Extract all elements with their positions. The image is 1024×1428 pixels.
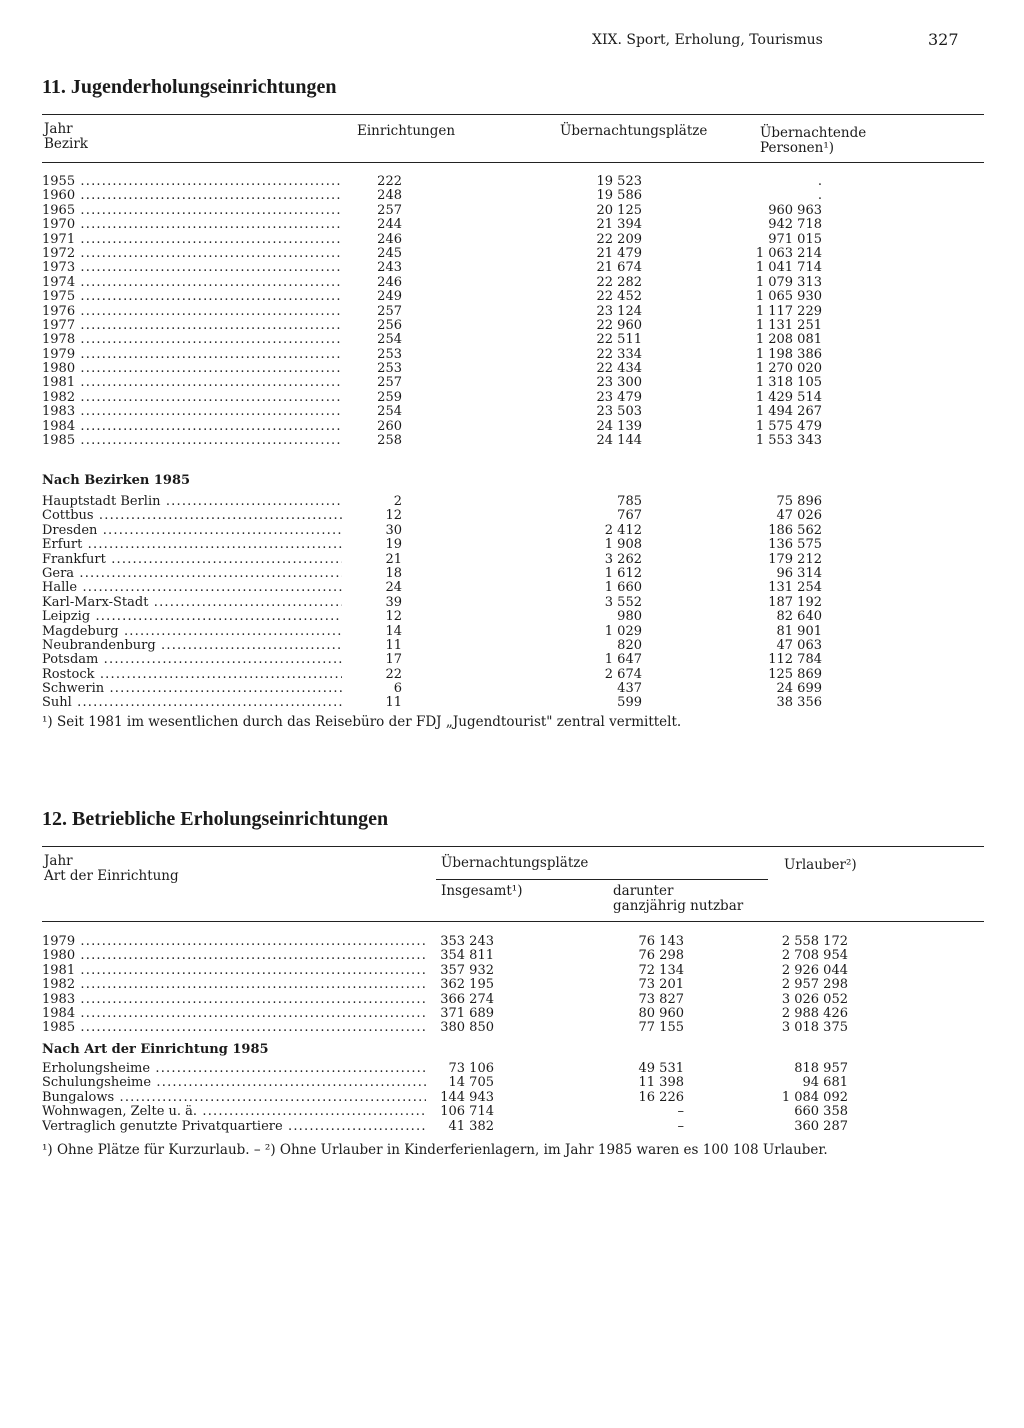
row-label: 1955 ..... — [42, 175, 342, 189]
cell-urlauber: 2 558 172 — [781, 934, 848, 949]
row-label: 1983 ..... — [42, 405, 342, 419]
cell-uebernachtungsplaetze: 21 674 — [596, 260, 642, 276]
cell-uebernachtende-personen: 1 131 251 — [755, 317, 822, 333]
row-label: 1970 ..... — [42, 218, 342, 232]
cell-uebernachtende-personen: 1 041 714 — [755, 260, 822, 276]
cell-urlauber: 660 358 — [794, 1104, 848, 1120]
cell-uebernachtende-personen: 1 065 930 — [755, 289, 822, 305]
table-11-top-rule — [42, 114, 984, 115]
t11-head-jahr: Jahr — [44, 121, 73, 137]
cell-uebernachtungsplaetze: 3 552 — [604, 594, 642, 610]
cell-insgesamt: 354 811 — [440, 948, 494, 964]
row-label: 1977 ..... — [42, 319, 342, 333]
cell-ganzjaehrig: 11 398 — [638, 1075, 684, 1091]
t11-head-plaetze: Übernachtungsplätze — [560, 123, 708, 139]
cell-uebernachtende-personen: 1 429 514 — [755, 389, 822, 405]
cell-uebernachtende-personen: 136 575 — [768, 537, 822, 553]
cell-urlauber: 2 708 954 — [781, 948, 848, 964]
cell-uebernachtende-personen: 75 896 — [776, 494, 822, 509]
cell-uebernachtende-personen: 1 318 105 — [755, 375, 822, 391]
row-label: Potsdam ..... — [42, 653, 342, 667]
cell-insgesamt: 371 689 — [440, 1005, 494, 1021]
cell-einrichtungen: 254 — [377, 404, 402, 420]
row-label: 1973 ..... — [42, 261, 342, 275]
cell-einrichtungen: 248 — [377, 188, 402, 204]
cell-uebernachtende-personen: 1 553 343 — [755, 433, 822, 449]
row-label: 1965 ..... — [42, 204, 342, 218]
cell-insgesamt: 41 382 — [448, 1118, 494, 1134]
cell-uebernachtungsplaetze: 23 503 — [596, 404, 642, 420]
cell-uebernachtungsplaetze: 2 412 — [604, 522, 642, 538]
cell-einrichtungen: 259 — [377, 389, 402, 405]
row-label: 1978 ..... — [42, 333, 342, 347]
row-label: 1972 ..... — [42, 247, 342, 261]
row-label: 1983 ..... — [42, 993, 426, 1007]
t11-footnote: ¹) Seit 1981 im wesentlichen durch das Reisebüro der FDJ „Jugendtourist" zentral vermittelt. — [42, 714, 682, 730]
cell-urlauber: 2 988 426 — [781, 1005, 848, 1021]
cell-einrichtungen: 6 — [393, 681, 402, 697]
cell-einrichtungen: 245 — [377, 245, 402, 261]
page-number: 327 — [928, 30, 959, 49]
cell-uebernachtende-personen: 131 254 — [768, 580, 822, 596]
cell-uebernachtende-personen: 96 314 — [776, 565, 822, 581]
cell-uebernachtende-personen: 47 063 — [776, 637, 822, 653]
cell-uebernachtende-personen: . — [817, 174, 822, 189]
cell-ganzjaehrig: 76 143 — [638, 934, 684, 949]
t12-subhead-rule — [436, 879, 768, 880]
cell-uebernachtungsplaetze: 22 282 — [596, 274, 642, 290]
cell-insgesamt: 366 274 — [440, 991, 494, 1007]
cell-uebernachtende-personen: 186 562 — [768, 522, 822, 538]
cell-uebernachtende-personen: 38 356 — [776, 695, 822, 711]
cell-urlauber: 818 957 — [794, 1061, 848, 1076]
cell-uebernachtungsplaetze: 22 434 — [596, 361, 642, 377]
cell-einrichtungen: 11 — [385, 695, 402, 711]
cell-uebernachtungsplaetze: 437 — [617, 681, 642, 697]
cell-uebernachtende-personen: 24 699 — [776, 681, 822, 697]
t12-head-jahr: Jahr — [44, 853, 73, 869]
cell-uebernachtungsplaetze: 24 139 — [596, 418, 642, 434]
t12-head-art: Art der Einrichtung — [44, 868, 179, 884]
table-12-head-rule — [42, 921, 984, 922]
cell-uebernachtungsplaetze: 22 334 — [596, 346, 642, 362]
cell-ganzjaehrig: 77 155 — [638, 1020, 684, 1036]
table-11-head-rule — [42, 162, 984, 163]
cell-uebernachtungsplaetze: 2 674 — [604, 666, 642, 682]
cell-einrichtungen: 17 — [385, 652, 402, 668]
cell-insgesamt: 357 932 — [440, 962, 494, 978]
row-label: Bungalows ..... — [42, 1091, 426, 1105]
row-label: 1980 ..... — [42, 949, 426, 963]
cell-uebernachtungsplaetze: 980 — [617, 609, 642, 625]
cell-uebernachtende-personen: 179 212 — [768, 551, 822, 567]
cell-uebernachtungsplaetze: 23 479 — [596, 389, 642, 405]
cell-uebernachtungsplaetze: 19 586 — [596, 188, 642, 204]
cell-uebernachtungsplaetze: 23 300 — [596, 375, 642, 391]
cell-uebernachtende-personen: 1 575 479 — [755, 418, 822, 434]
cell-uebernachtungsplaetze: 1 908 — [604, 537, 642, 553]
t11-head-einrichtungen: Einrichtungen — [357, 123, 456, 139]
table-12-top-rule — [42, 846, 984, 847]
cell-uebernachtende-personen: 187 192 — [768, 594, 822, 610]
t12-art-heading: Nach Art der Einrichtung 1985 — [42, 1042, 269, 1057]
row-label: 1981 ..... — [42, 964, 426, 978]
cell-einrichtungen: 30 — [385, 522, 402, 538]
cell-uebernachtungsplaetze: 20 125 — [596, 202, 642, 218]
row-label: Erfurt ..... — [42, 538, 342, 552]
cell-uebernachtende-personen: 1 063 214 — [755, 245, 822, 261]
cell-uebernachtende-personen: 47 026 — [776, 508, 822, 524]
row-label: 1975 ..... — [42, 290, 342, 304]
row-label: Erholungsheime ..... — [42, 1062, 426, 1076]
cell-uebernachtende-personen: 1 208 081 — [755, 332, 822, 348]
cell-uebernachtende-personen: 112 784 — [768, 652, 822, 668]
cell-ganzjaehrig: 72 134 — [638, 962, 684, 978]
row-label: 1974 ..... — [42, 276, 342, 290]
cell-insgesamt: 14 705 — [448, 1075, 494, 1091]
row-label: Hauptstadt Berlin ..... — [42, 495, 342, 509]
cell-einrichtungen: 253 — [377, 361, 402, 377]
cell-uebernachtende-personen: 1 079 313 — [755, 274, 822, 290]
cell-einrichtungen: 11 — [385, 637, 402, 653]
cell-insgesamt: 353 243 — [440, 934, 494, 949]
t12-head-urlauber: Urlauber²) — [784, 857, 857, 873]
cell-uebernachtungsplaetze: 21 394 — [596, 217, 642, 233]
cell-urlauber: 3 018 375 — [781, 1020, 848, 1036]
cell-uebernachtende-personen: 82 640 — [776, 609, 822, 625]
cell-urlauber: 2 957 298 — [781, 977, 848, 993]
t11-head-bezirk: Bezirk — [44, 136, 88, 152]
cell-ganzjaehrig: 73 827 — [638, 991, 684, 1007]
cell-urlauber: 360 287 — [794, 1118, 848, 1134]
t12-footnote: ¹) Ohne Plätze für Kurzurlaub. – ²) Ohne Urlauber in Kinderferienlagern, im Jahr 1985 waren es 100 108 Urlauber. — [42, 1142, 828, 1158]
cell-uebernachtungsplaetze: 767 — [617, 508, 642, 524]
cell-uebernachtungsplaetze: 22 209 — [596, 231, 642, 247]
cell-uebernachtungsplaetze: 22 452 — [596, 289, 642, 305]
row-label: 1985 ..... — [42, 1021, 426, 1035]
running-head: XIX. Sport, Erholung, Tourismus — [592, 32, 823, 48]
cell-einrichtungen: 257 — [377, 303, 402, 319]
cell-ganzjaehrig: 80 960 — [638, 1005, 684, 1021]
cell-urlauber: 3 026 052 — [781, 991, 848, 1007]
cell-uebernachtende-personen: 125 869 — [768, 666, 822, 682]
cell-uebernachtende-personen: 942 718 — [768, 217, 822, 233]
cell-uebernachtende-personen: 1 198 386 — [755, 346, 822, 362]
cell-urlauber: 1 084 092 — [781, 1089, 848, 1105]
t11-bezirke-heading: Nach Bezirken 1985 — [42, 473, 191, 488]
cell-ganzjaehrig: 73 201 — [638, 977, 684, 993]
row-label: Leipzig ..... — [42, 610, 342, 624]
row-label: 1981 ..... — [42, 376, 342, 390]
row-label: Dresden ..... — [42, 524, 342, 538]
cell-urlauber: 94 681 — [802, 1075, 848, 1091]
table-11-title: 11. Jugenderholungseinrichtungen — [42, 76, 337, 98]
cell-urlauber: 2 926 044 — [781, 962, 848, 978]
cell-einrichtungen: 249 — [377, 289, 402, 305]
row-label: Cottbus ..... — [42, 509, 342, 523]
t12-head-plaetze: Übernachtungsplätze — [441, 855, 589, 871]
cell-insgesamt: 362 195 — [440, 977, 494, 993]
t12-head-insgesamt: Insgesamt¹) — [441, 883, 523, 899]
row-label: Wohnwagen, Zelte u. ä. ..... — [42, 1105, 426, 1119]
row-label: 1985 ..... — [42, 434, 342, 448]
cell-einrichtungen: 258 — [377, 433, 402, 449]
cell-uebernachtungsplaetze: 19 523 — [596, 174, 642, 189]
cell-einrichtungen: 39 — [385, 594, 402, 610]
cell-insgesamt: 106 714 — [440, 1104, 494, 1120]
cell-einrichtungen: 22 — [385, 666, 402, 682]
cell-uebernachtende-personen: 960 963 — [768, 202, 822, 218]
cell-ganzjaehrig: 49 531 — [638, 1061, 684, 1076]
row-label: 1979 ..... — [42, 348, 342, 362]
cell-uebernachtende-personen: 81 901 — [776, 623, 822, 639]
row-label: Schwerin ..... — [42, 682, 342, 696]
t12-head-darunter-2: ganzjährig nutzbar — [613, 898, 744, 914]
cell-uebernachtungsplaetze: 1 647 — [604, 652, 642, 668]
row-label: 1982 ..... — [42, 978, 426, 992]
cell-uebernachtungsplaetze: 23 124 — [596, 303, 642, 319]
t11-head-personen-1: Übernachtende — [760, 125, 867, 141]
row-label: Rostock ..... — [42, 668, 342, 682]
row-label: Karl-Marx-Stadt ..... — [42, 596, 342, 610]
cell-einrichtungen: 12 — [385, 609, 402, 625]
cell-einrichtungen: 19 — [385, 537, 402, 553]
row-label: 1982 ..... — [42, 391, 342, 405]
cell-einrichtungen: 256 — [377, 317, 402, 333]
cell-ganzjaehrig: – — [677, 1104, 684, 1120]
cell-einrichtungen: 260 — [377, 418, 402, 434]
cell-insgesamt: 380 850 — [440, 1020, 494, 1036]
cell-ganzjaehrig: 16 226 — [638, 1089, 684, 1105]
row-label: 1976 ..... — [42, 305, 342, 319]
cell-uebernachtungsplaetze: 1 029 — [604, 623, 642, 639]
row-label: 1971 ..... — [42, 233, 342, 247]
row-label: 1960 ..... — [42, 189, 342, 203]
cell-uebernachtungsplaetze: 22 511 — [596, 332, 642, 348]
row-label: 1984 ..... — [42, 1007, 426, 1021]
cell-einrichtungen: 21 — [385, 551, 402, 567]
cell-insgesamt: 144 943 — [440, 1089, 494, 1105]
row-label: Neubrandenburg ..... — [42, 639, 342, 653]
row-label: Vertraglich genutzte Privatquartiere ..... — [42, 1120, 426, 1134]
cell-einrichtungen: 257 — [377, 375, 402, 391]
row-label: 1984 ..... — [42, 420, 342, 434]
cell-uebernachtungsplaetze: 820 — [617, 637, 642, 653]
cell-uebernachtende-personen: 1 494 267 — [755, 404, 822, 420]
row-label: Magdeburg ..... — [42, 625, 342, 639]
t12-head-darunter-1: darunter — [613, 883, 674, 899]
cell-einrichtungen: 222 — [377, 174, 402, 189]
cell-einrichtungen: 2 — [393, 494, 402, 509]
row-label: 1980 ..... — [42, 362, 342, 376]
cell-uebernachtungsplaetze: 1 660 — [604, 580, 642, 596]
row-label: Halle ..... — [42, 581, 342, 595]
cell-uebernachtungsplaetze: 1 612 — [604, 565, 642, 581]
cell-uebernachtungsplaetze: 24 144 — [596, 433, 642, 449]
cell-einrichtungen: 243 — [377, 260, 402, 276]
row-label: 1979 ..... — [42, 935, 426, 949]
cell-einrichtungen: 14 — [385, 623, 402, 639]
row-label: Suhl ..... — [42, 696, 342, 710]
cell-einrichtungen: 246 — [377, 274, 402, 290]
cell-einrichtungen: 253 — [377, 346, 402, 362]
t11-head-personen-2: Personen¹) — [760, 140, 835, 156]
cell-uebernachtungsplaetze: 599 — [617, 695, 642, 711]
cell-uebernachtungsplaetze: 22 960 — [596, 317, 642, 333]
cell-einrichtungen: 254 — [377, 332, 402, 348]
cell-einrichtungen: 24 — [385, 580, 402, 596]
cell-uebernachtende-personen: 971 015 — [768, 231, 822, 247]
cell-uebernachtende-personen: 1 270 020 — [755, 361, 822, 377]
cell-uebernachtungsplaetze: 785 — [617, 494, 642, 509]
cell-ganzjaehrig: – — [677, 1118, 684, 1134]
cell-einrichtungen: 18 — [385, 565, 402, 581]
cell-einrichtungen: 246 — [377, 231, 402, 247]
cell-einrichtungen: 257 — [377, 202, 402, 218]
row-label: Frankfurt ..... — [42, 553, 342, 567]
cell-uebernachtungsplaetze: 3 262 — [604, 551, 642, 567]
cell-ganzjaehrig: 76 298 — [638, 948, 684, 964]
table-12-title: 12. Betriebliche Erholungseinrichtungen — [42, 808, 389, 830]
cell-insgesamt: 73 106 — [448, 1061, 494, 1076]
cell-einrichtungen: 244 — [377, 217, 402, 233]
cell-einrichtungen: 12 — [385, 508, 402, 524]
cell-uebernachtungsplaetze: 21 479 — [596, 245, 642, 261]
cell-uebernachtende-personen: 1 117 229 — [755, 303, 822, 319]
cell-uebernachtende-personen: . — [817, 188, 822, 204]
row-label: Schulungsheime ..... — [42, 1076, 426, 1090]
row-label: Gera ..... — [42, 567, 342, 581]
